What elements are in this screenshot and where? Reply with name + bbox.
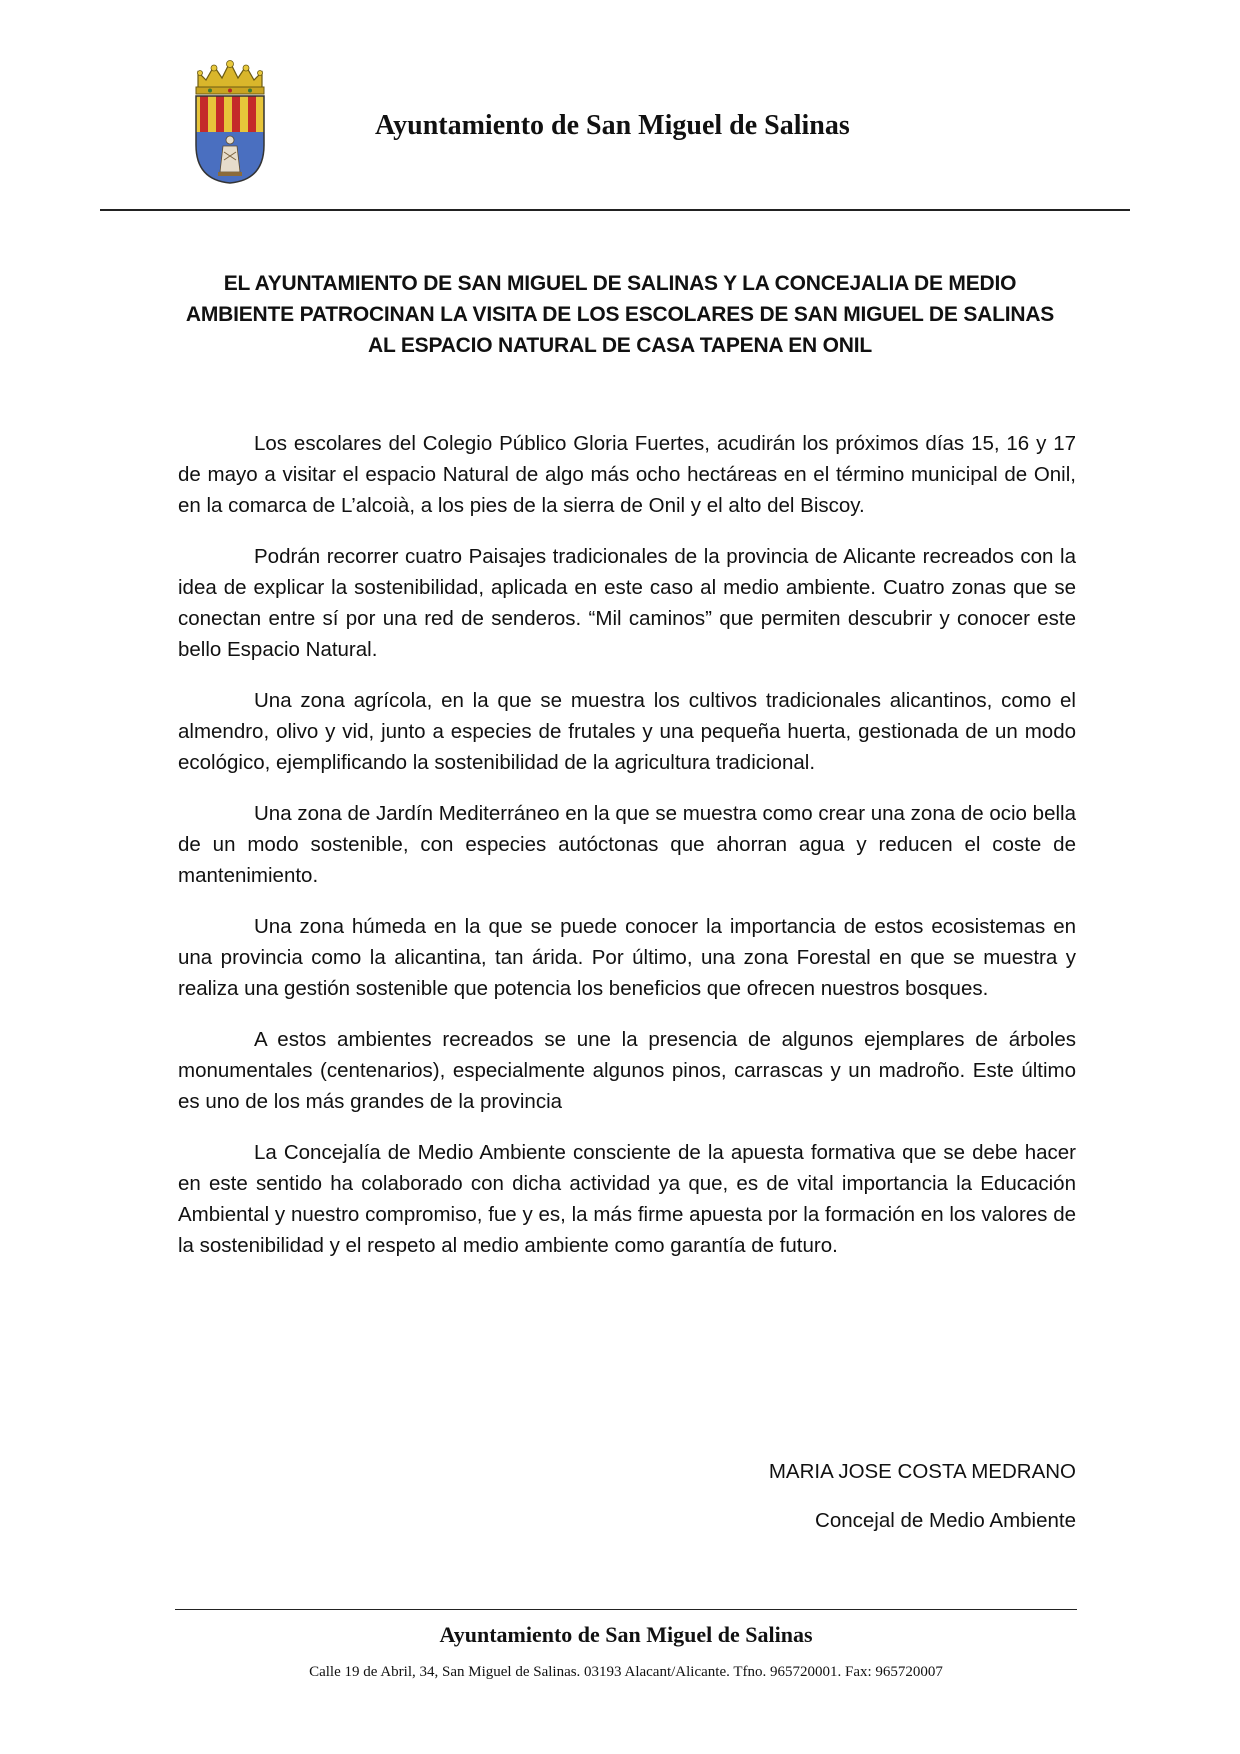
body-paragraph: Los escolares del Colegio Público Gloria Fuertes, acudirán los próximos días 15, 16 y 17 de mayo a visitar el espacio Natural de algo más ocho hectáreas en el término municipal de Onil, en la comarca de L’alcoià, a los pies de la sierra de Onil y el alto del Biscoy. xyxy=(178,432,1076,517)
footer-address: Calle 19 de Abril, 34, San Miguel de Salinas. 03193 Alacant/Alicante. Tfno. 965720001. Fax: 965720007 xyxy=(309,1664,943,1680)
municipal-coat-of-arms-icon xyxy=(190,60,270,185)
press-release-headline xyxy=(150,268,1090,361)
signatory-name: MARIA JOSE COSTA MEDRANO xyxy=(768,1460,1076,1483)
body-paragraph: La Concejalía de Medio Ambiente consciente de la apuesta formativa que se debe hacer en este sentido ha colaborado con dicha actividad ya que, es de vital importancia la Educación Ambiental y nuestro compromiso, fue y es, la más firme apuesta por la formación en los valores de la sostenibilidad y el respeto al medio ambiente como garantía de futuro. xyxy=(178,1141,1076,1257)
footer-divider xyxy=(175,1609,1077,1610)
body-paragraph: Una zona agrícola, en la que se muestra los cultivos tradicionales alicantinos, como el almendro, olivo y vid, junto a especies de frutales y una pequeña huerta, gestionada de un modo ecológico, ejemplificando la sostenibilidad de la agricultura tradicional. xyxy=(178,689,1076,774)
signatory-role: Concejal de Medio Ambiente xyxy=(815,1509,1076,1532)
body-paragraph: Podrán recorrer cuatro Paisajes tradicionales de la provincia de Alicante recreados con la idea de explicar la sostenibilidad, aplicada en este caso al medio ambiente. Cuatro zonas que se conectan entre sí por una red de senderos. “Mil caminos” que permiten descubrir y conocer este bello Espacio Natural. xyxy=(178,545,1076,661)
headline-line: AL ESPACIO NATURAL DE CASA TAPENA EN ONIL xyxy=(368,334,872,357)
headline-line: AMBIENTE PATROCINAN LA VISITA DE LOS ESCOLARES DE SAN MIGUEL DE SALINAS xyxy=(185,303,1055,326)
press-release-body xyxy=(178,428,1076,1281)
body-paragraph: Una zona húmeda en la que se puede conocer la importancia de estos ecosistemas en una provincia como la alicantina, tan árida. Por último, una zona Forestal en que se muestra y realiza una gestión sostenible que potencia los beneficios que ofrecen nuestros bosques. xyxy=(178,915,1076,1000)
footer-title: Ayuntamiento de San Miguel de Salinas xyxy=(439,1622,813,1647)
header-divider xyxy=(100,209,1130,211)
body-paragraph: Una zona de Jardín Mediterráneo en la que se muestra como crear una zona de ocio bella de un modo sostenible, con especies autóctonas que ahorran agua y reducen el coste de mantenimiento. xyxy=(178,802,1076,887)
letterhead-title: Ayuntamiento de San Miguel de Salinas xyxy=(375,110,850,141)
body-paragraph: A estos ambientes recreados se une la presencia de algunos ejemplares de árboles monumentales (centenarios), especialmente algunos pinos, carrascas y un madroño. Este último es uno de los más grandes de la provincia xyxy=(178,1028,1076,1113)
letterhead xyxy=(100,55,1130,215)
headline-line: EL AYUNTAMIENTO DE SAN MIGUEL DE SALINAS Y LA CONCEJALIA DE MEDIO xyxy=(223,272,1017,295)
